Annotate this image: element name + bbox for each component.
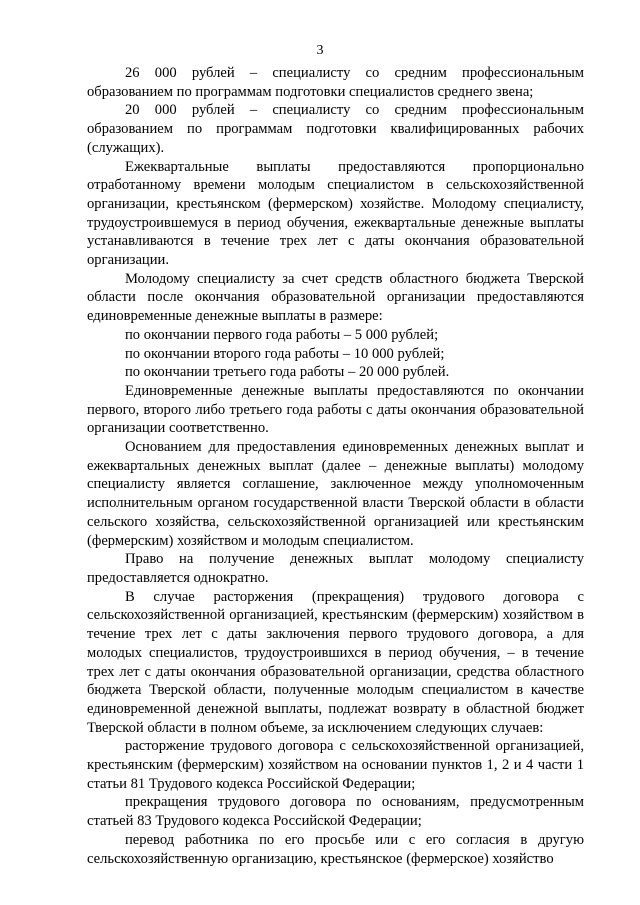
paragraph-payment-26000: 26 000 рублей – специалисту со средним профессиональным образованием по программам подготовки специалистов среднего звена; xyxy=(87,65,584,100)
paragraph-one-time-right: Право на получение денежных выплат молодому специалисту предоставляется однократно. xyxy=(87,551,584,586)
paragraph-agreement-basis: Основанием для предоставления единовременных денежных выплат и ежеквартальных денежных выплат (далее – денежные выплаты) молодому специалисту является соглашение, заключенное между уполномоченным исполнительным органом государственной власти Тверской области в области сельского хозяйства, сельскохозяйственной организацией или крестьянским (фермерским) хозяйством и молодым специалистом. xyxy=(87,439,584,549)
paragraph-payment-20000: 20 000 рублей – специалисту со средним профессиональным образованием по программам подготовки квалифицированных рабочих (служащих). xyxy=(87,102,584,156)
paragraph-exception-transfer: перевод работника по его просьбе или с его согласия в другую сельскохозяйственную организацию, крестьянское (фермерское) хозяйство xyxy=(87,831,584,867)
paragraph-third-year: по окончании третьего года работы – 20 000 рублей. xyxy=(125,364,450,381)
document-body xyxy=(87,64,584,868)
paragraph-refund-conditions: В случае расторжения (прекращения) трудового договора с сельскохозяйственной организацией, крестьянским (фермерским) хозяйством в течение трех лет с даты заключения первого трудового договора, а для молодых специалистов, трудоустроившихся в период обучения, – в течение трех лет с даты окончания образовательной организации, средства областного бюджета Тверской области, полученные молодым специалистом в качестве единовременной денежной выплаты, подлежат возврату в областной бюджет Тверской области в полном объеме, за исключением следующих случаев: xyxy=(87,588,584,736)
paragraph-first-year: по окончании первого года работы – 5 000 рублей; xyxy=(125,326,439,343)
paragraph-exception-article-83: прекращения трудового договора по основаниям, предусмотренным статьей 83 Трудового кодекса Российской Федерации; xyxy=(87,794,584,830)
paragraph-lump-sum-timing: Единовременные денежные выплаты предоставляются по окончании первого, второго либо третьего года работы с даты окончания образовательной организации соответственно. xyxy=(87,382,584,437)
paragraph-quarterly-payments: Ежеквартальные выплаты предоставляются пропорционально отработанному времени молодым специалистом в сельскохозяйственной организации, крестьянском (фермерском) хозяйстве. Молодому специалисту, трудоустроившемуся в период обучения, ежеквартальные денежные выплаты устанавливаются в течение трех лет с даты окончания образовательной организации. xyxy=(87,158,584,269)
page-number: 3 xyxy=(316,43,324,58)
paragraph-second-year: по окончании второго года работы – 10 000 рублей; xyxy=(125,345,445,362)
paragraph-exception-article-81: расторжение трудового договора с сельскохозяйственной организацией, крестьянским (фермерским) хозяйством на основании пунктов 1, 2 и 4 части 1 статьи 81 Трудового кодекса Российской Федерации; xyxy=(87,738,584,792)
paragraph-lump-sum-intro: Молодому специалисту за счет средств областного бюджета Тверской области после окончания образовательной организации предоставляются единовременные денежные выплаты в размере: xyxy=(87,270,584,325)
